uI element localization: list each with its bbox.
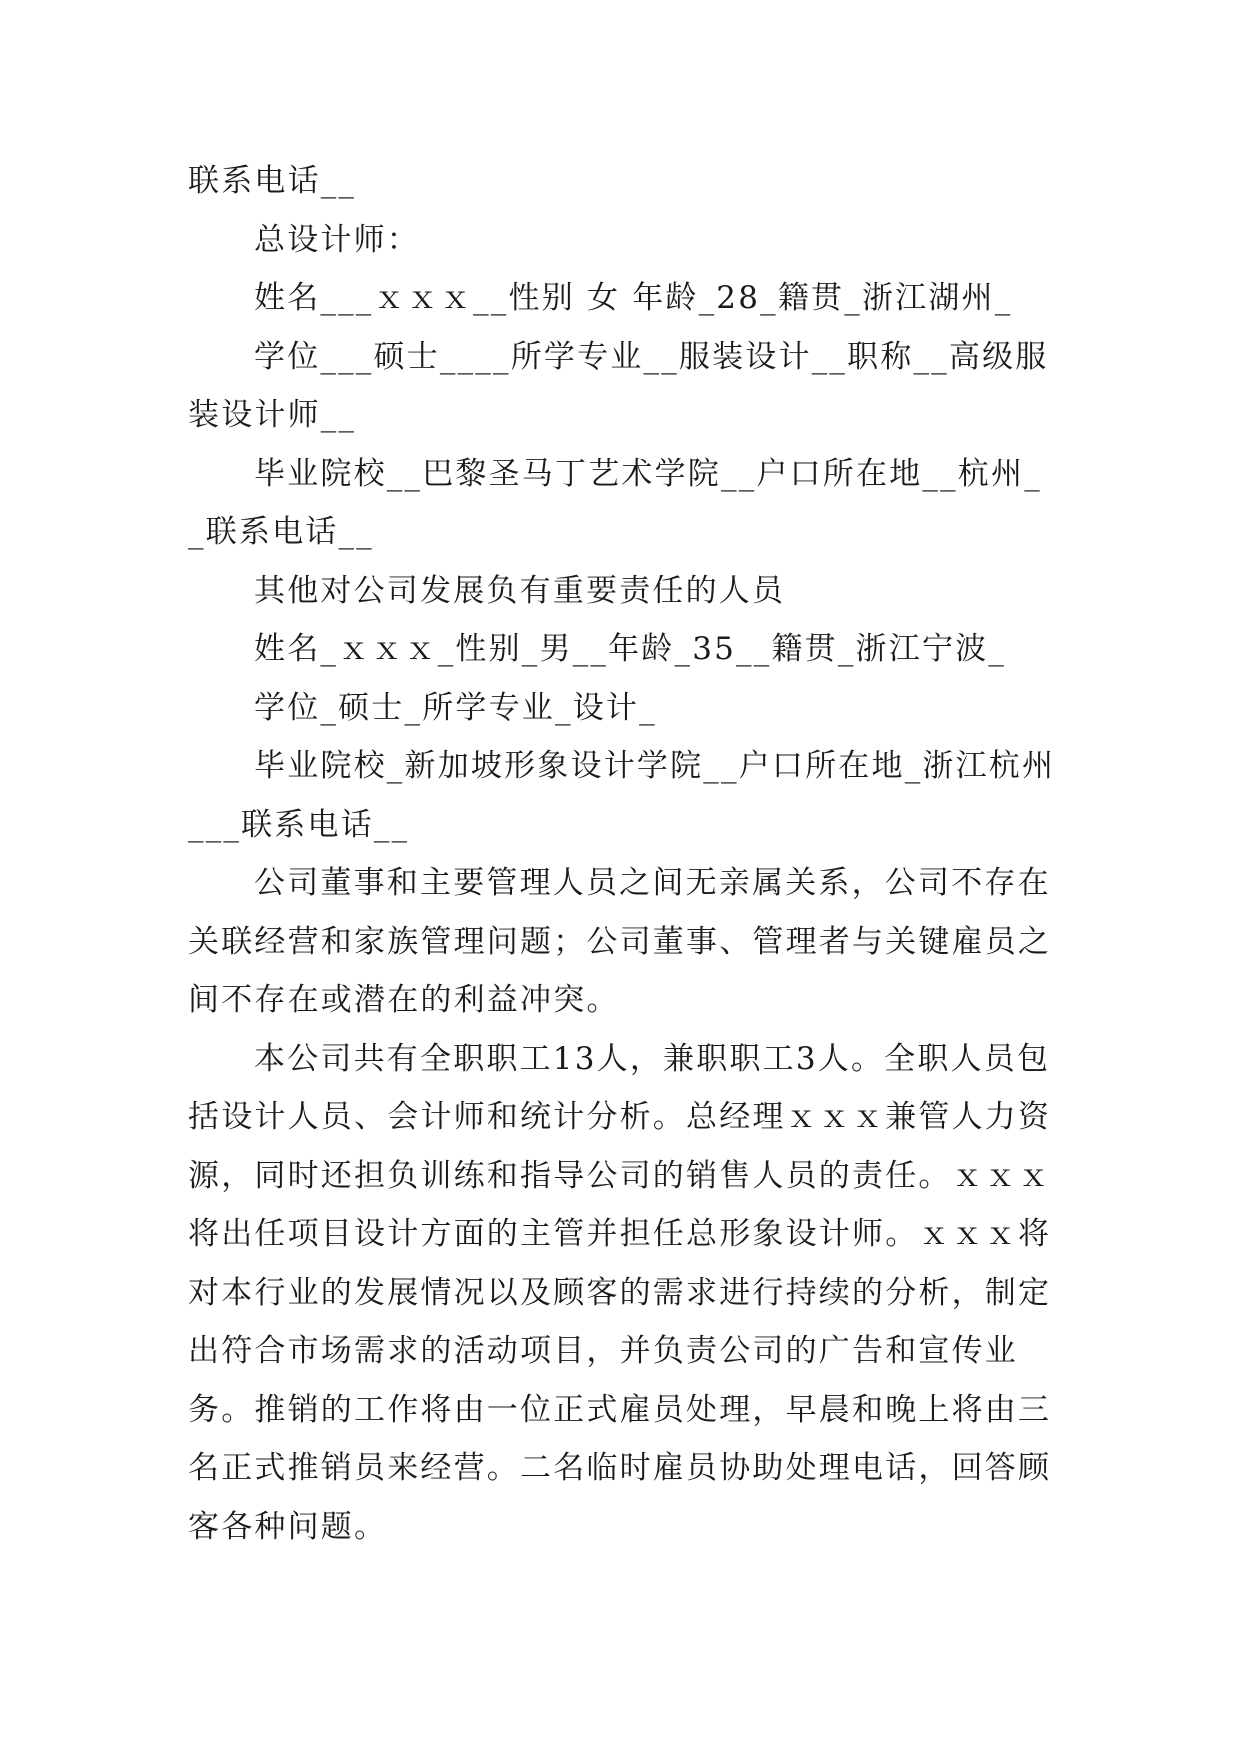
- paragraph-chief-designer-name: 姓名___ｘｘｘ__性别 女 年龄_28_籍贯_浙江湖州_: [254, 280, 1013, 316]
- paragraph-other-staff-degree: 学位_硕士_所学专业_设计_: [254, 689, 657, 726]
- paragraph-chief-designer-school: 毕业院校__巴黎圣马丁艺术学院__户口所在地__杭州__联系电话__: [188, 455, 1042, 550]
- paragraph-staffing: 本公司共有全职职工13人，兼职职工3人。全职人员包括设计人员、会计师和统计分析。总经理ｘｘｘ兼管人力资源，同时还担负训练和指导公司的销售人员的责任。ｘｘｘ将出任项目设计方面的主管并担任总形象设计师。ｘｘｘ将对本行业的发展情况以及顾客的需求进行持续的分析，制定出符合市场需求的活动项目，并负责公司的广告和宣传业务。推销的工作将由一位正式雇员处理，早晨和晚上将由三名正式推销员来经营。二名临时雇员协助处理电话，回答顾客各种问题。: [188, 1040, 1052, 1545]
- paragraph-other-staff-name: 姓名_ｘｘｘ_性别_男__年龄_35__籍贯_浙江宁波_: [254, 631, 1007, 667]
- paragraph-other-staff-school: 毕业院校_新加坡形象设计学院__户口所在地_浙江杭州___联系电话__: [188, 748, 1056, 843]
- paragraph-contact-phone-1: 联系电话__: [188, 163, 357, 199]
- paragraph-chief-designer-degree: 学位___硕士____所学专业__服装设计__职称__高级服装设计师__: [188, 338, 1049, 433]
- paragraph-other-staff-heading: 其他对公司发展负有重要责任的人员: [254, 572, 786, 609]
- paragraph-relations: 公司董事和主要管理人员之间无亲属关系，公司不存在关联经营和家族管理问题；公司董事、管理者与关键雇员之间不存在或潜在的利益冲突。: [188, 865, 1052, 1018]
- document-body: [188, 152, 1058, 1556]
- paragraph-chief-designer-heading: 总设计师：: [254, 221, 420, 258]
